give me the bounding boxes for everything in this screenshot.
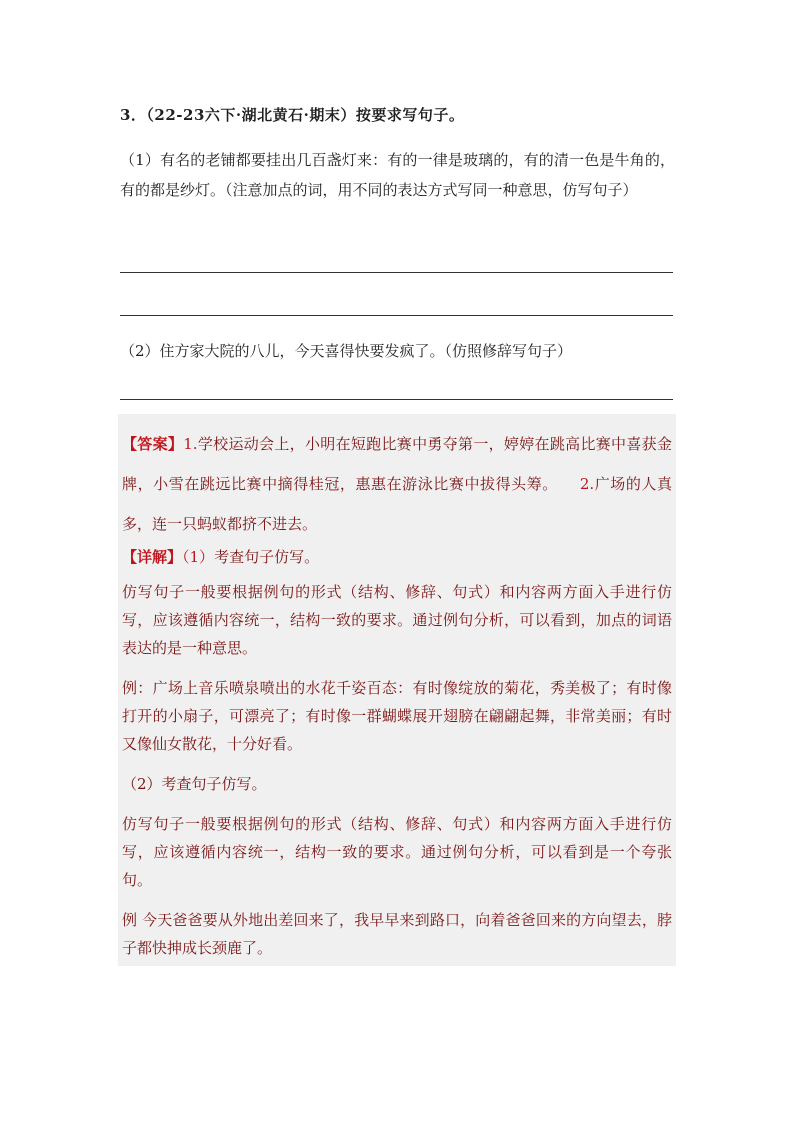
detail-example-2: 例 今天爸爸要从外地出差回来了，我早早来到路口，向着爸爸回来的方向望去，脖子都快抻成长颈鹿了。 — [122, 911, 672, 957]
answer-blank-line-2 — [120, 315, 673, 316]
question-part-2: （2）住方家大院的八儿，今天喜得快要发疯了。（仿照修辞写句子） — [120, 342, 573, 360]
answer-explanation-box — [118, 414, 676, 966]
answer-blank-line-1 — [120, 272, 673, 273]
detail-heading-2: （2）考查句子仿写。 — [122, 775, 267, 793]
answer-paragraph — [122, 424, 672, 544]
answer-blank-line-3 — [120, 399, 673, 400]
detail-label: 【详解】 — [122, 548, 183, 566]
answer-text-1: 学校运动会上，小明在短跑比赛中勇夺第一，婷婷在跳高比赛中喜获金牌，小雪在跳远比赛中摘得桂冠，惠惠在游泳比赛中拔得头筹。 — [122, 435, 672, 493]
detail-heading-1-text: 考查句子仿写。 — [214, 548, 320, 566]
answer-label: 【答案】 — [122, 435, 184, 453]
detail-example-1: 例：广场上音乐喷泉喷出的水花千姿百态：有时像绽放的菊花，秀美极了；有时像打开的小扇子，可漂亮了；有时像一群蝴蝶展开翅膀在翩翩起舞，非常美丽；有时又像仙女散花，十分好看。 — [122, 679, 672, 753]
question-title: 3．（22-23六下·湖北黄石·期末）按要求写句子。 — [120, 106, 465, 124]
detail-body-2: 仿写句子一般要根据例句的形式（结构、修辞、句式）和内容两方面入手进行仿写，应该遵循内容统一，结构一致的要求。通过例句分析，可以看到是一个夸张句。 — [122, 815, 672, 889]
answer-text-2: 广场的人真多，连一只蚂蚁都挤不进去。 — [122, 475, 672, 533]
detail-body-1: 仿写句子一般要根据例句的形式（结构、修辞、句式）和内容两方面入手进行仿写，应该遵循内容统一，结构一致的要求。通过例句分析，可以看到，加点的词语表达的是一种意思。 — [122, 583, 672, 657]
question-part-1: （1）有名的老铺都要挂出几百盏灯来：有的一律是玻璃的，有的清一色是牛角的，有的都是纱灯。（注意加点的词，用不同的表达方式写同一种意思，仿写句子） — [120, 151, 675, 199]
answer-number-1: 1. — [183, 435, 198, 453]
answer-number-2: 2. — [579, 475, 595, 493]
detail-heading-1 — [122, 542, 672, 572]
detail-number-1: （1） — [182, 548, 215, 566]
